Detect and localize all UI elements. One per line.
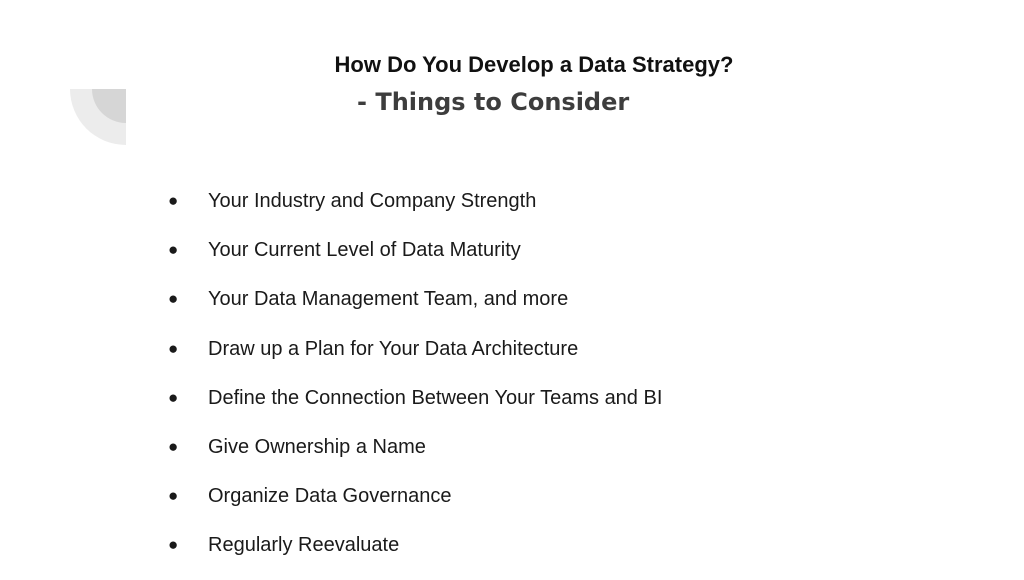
list-item-text: Draw up a Plan for Your Data Architecture [208,337,579,360]
list-item [168,432,662,481]
list-item-text: Your Industry and Company Strength [208,190,537,212]
slide-subtitle: - Things to Consider [357,88,630,116]
list-item-text: Your Current Level of Data Maturity [208,239,521,262]
list-item-text: Regularly Reevaluate [208,534,400,557]
slide-title: How Do You Develop a Data Strategy? [334,52,734,77]
list-item [168,334,662,383]
list-item [168,530,662,579]
list-item [168,481,662,530]
list-item [168,235,662,284]
corner-decoration [70,89,126,145]
bullet-icon: ● [168,338,179,358]
list-item-text: Your Data Management Team, and more [208,288,569,311]
list-item [168,383,662,432]
bullet-icon: ● [168,191,179,210]
bullet-icon: ● [168,240,179,260]
bullet-icon: ● [168,289,179,309]
bullet-list [168,186,662,580]
bullet-icon: ● [168,535,179,555]
bullet-icon: ● [168,387,179,407]
bullet-icon: ● [168,486,179,506]
bullet-icon: ● [168,436,179,456]
list-item [168,284,662,333]
list-item-text: Organize Data Governance [208,485,452,508]
list-item-text: Give Ownership a Name [208,435,426,458]
list-item-text: Define the Connection Between Your Teams and BI [208,386,663,409]
list-item [168,186,662,235]
